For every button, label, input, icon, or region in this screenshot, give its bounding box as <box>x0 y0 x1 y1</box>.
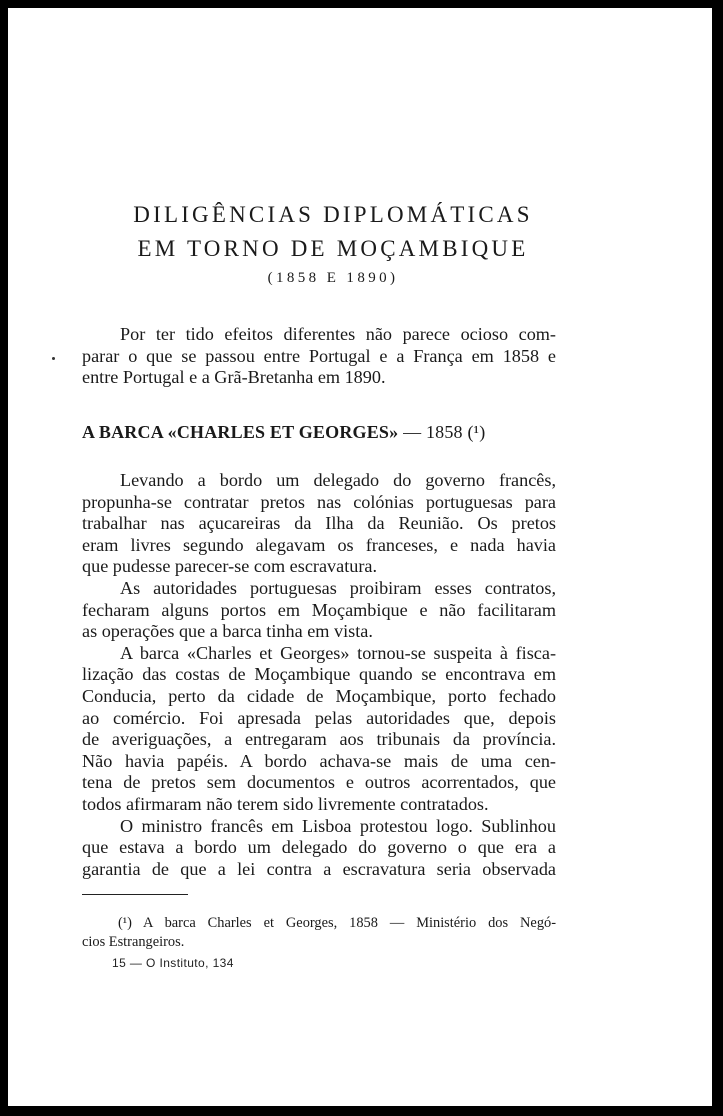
intro-line: entre Portugal e a Grã-Bretanha em 1890. <box>82 367 386 388</box>
body-line: trabalhar nas açucareiras da Ilha da Reunião. Os pretos <box>82 513 556 534</box>
body-line: A barca «Charles et Georges» tornou-se suspeita à fisca- <box>120 642 556 663</box>
title-line-2: EM TORNO DE MOÇAMBIQUE <box>137 236 529 261</box>
title-line-1: DILIGÊNCIAS DIPLOMÁTICAS <box>133 202 533 227</box>
section-heading-title: A BARCA «CHARLES ET GEORGES» <box>82 422 399 442</box>
body-line: de averiguações, a entregaram aos tribunais da província. <box>82 729 556 750</box>
body-line: propunha-se contratar pretos nas colónias portuguesas para <box>82 491 556 512</box>
body-line: O ministro francês em Lisboa protestou logo. Sublinhou <box>120 815 556 836</box>
body-text <box>82 470 556 880</box>
footnote-line: cios Estrangeiros. <box>82 934 185 950</box>
intro-line: Por ter tido efeitos diferentes não parece ocioso com- <box>120 324 556 344</box>
body-line: tena de pretos sem documentos e outros acorrentados, que <box>82 772 556 793</box>
footnote-divider <box>82 894 188 895</box>
footnote <box>82 914 556 952</box>
body-line: ao comércio. Foi apresada pelas autoridades que, depois <box>82 707 556 728</box>
body-line: todos afirmaram não terem sido livremente contratados. <box>82 793 489 814</box>
title-dates: (1858 E 1890) <box>267 270 399 286</box>
body-line: Não havia papéis. A bordo achava-se mais de uma cen- <box>82 750 556 771</box>
body-line: que pudesse parecer-se com escravatura. <box>82 556 378 577</box>
footnote-line: (¹) A barca Charles et Georges, 1858 — Ministério dos Negó- <box>118 915 556 931</box>
body-line: Conducia, perto da cidade de Moçambique, porto fechado <box>82 685 556 706</box>
section-heading-year: — 1858 (¹) <box>403 422 486 442</box>
body-line: eram livres segundo alegavam os franceses, e nada havia <box>82 534 556 555</box>
body-line: garantia de que a lei contra a escravatura seria observada <box>82 858 556 879</box>
body-line: as operações que a barca tinha em vista. <box>82 621 373 642</box>
margin-mark <box>52 357 55 360</box>
intro-line: parar o que se passou entre Portugal e a França em 1858 e <box>82 345 556 366</box>
section-heading <box>82 422 556 443</box>
printer-signature: 15 — O Instituto, 134 <box>112 956 234 970</box>
body-line: que estava a bordo um delegado do governo o que era a <box>82 837 556 858</box>
body-line: fecharam alguns portos em Moçambique e não facilitaram <box>82 599 556 620</box>
document-page <box>8 8 712 1106</box>
body-line: Levando a bordo um delegado do governo francês, <box>120 470 556 490</box>
body-line: As autoridades portuguesas proibiram esses contratos, <box>120 577 556 598</box>
body-line: lização das costas de Moçambique quando se encontrava em <box>82 664 556 685</box>
intro-paragraph <box>82 324 556 389</box>
